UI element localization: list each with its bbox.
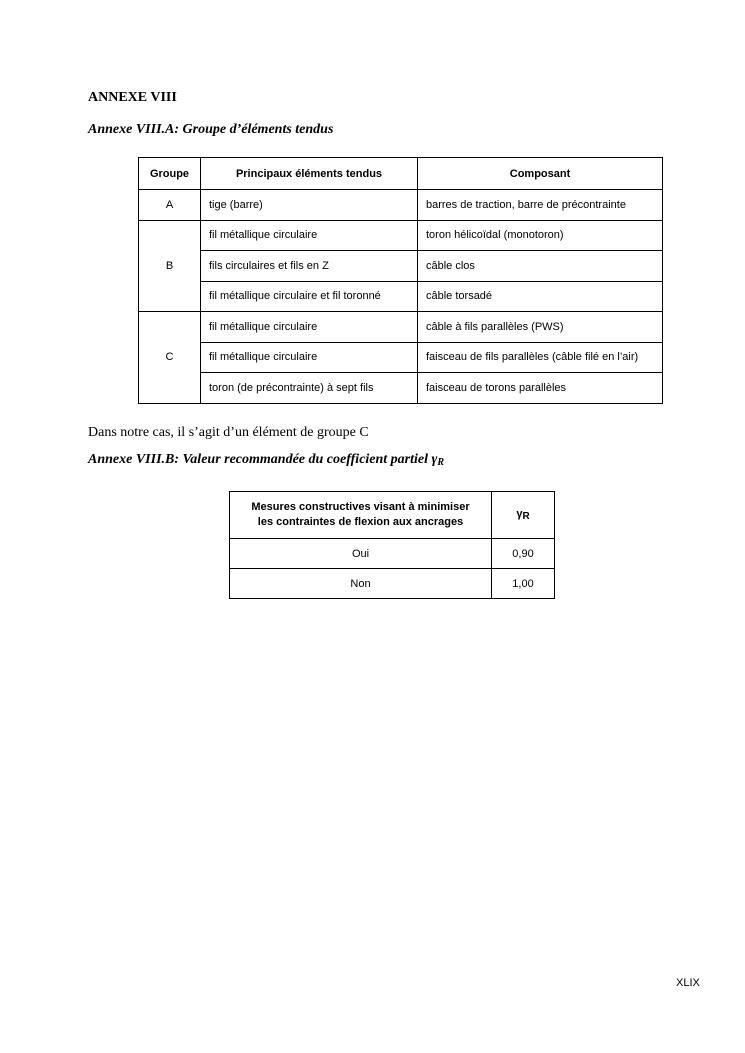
col-header-mesures: Mesures constructives visant à minimiser les contraintes de flexion aux ancrages <box>230 492 492 539</box>
table-row <box>139 373 663 404</box>
table-row <box>139 342 663 373</box>
body-paragraph: Dans notre cas, il s’agit d’un élément de groupe C <box>88 425 369 440</box>
page-number: XLIX <box>676 977 700 989</box>
col-header-elements: Principaux éléments tendus <box>201 158 418 190</box>
element-cell: fil métallique circulaire <box>201 220 418 251</box>
group-label: A <box>139 190 201 221</box>
partial-coefficient-table <box>229 491 555 599</box>
element-cell: tige (barre) <box>201 190 418 221</box>
col-header-groupe: Groupe <box>139 158 201 190</box>
mesure-cell: Oui <box>230 539 492 569</box>
table-row <box>230 539 555 569</box>
section-a-title: Annexe VIII.A: Groupe d’éléments tendus <box>88 122 334 137</box>
group-label: C <box>139 312 201 404</box>
value-cell: 0,90 <box>492 539 555 569</box>
table-row <box>230 569 555 599</box>
element-cell: toron (de précontrainte) à sept fils <box>201 373 418 404</box>
composant-cell: faisceau de torons parallèles <box>418 373 663 404</box>
composant-cell: câble torsadé <box>418 281 663 312</box>
element-cell: fil métallique circulaire <box>201 312 418 343</box>
composant-cell: barres de traction, barre de précontrainte <box>418 190 663 221</box>
element-cell: fil métallique circulaire <box>201 342 418 373</box>
composant-cell: câble clos <box>418 251 663 282</box>
table-row <box>139 220 663 251</box>
col-header-gamma: $\gamma_R$ <box>492 492 555 539</box>
group-label: B <box>139 220 201 312</box>
mesure-cell: Non <box>230 569 492 599</box>
composant-cell: câble à fils parallèles (PWS) <box>418 312 663 343</box>
gamma-symbol: $\gamma_R$ <box>431 452 445 468</box>
composant-cell: faisceau de fils parallèles (câble filé en l’air) <box>418 342 663 373</box>
element-cell: fil métallique circulaire et fil toronné <box>201 281 418 312</box>
table-row <box>139 312 663 343</box>
section-b-title-text: Annexe VIII.B: Valeur recommandée du coefficient partiel <box>88 452 429 467</box>
col-header-composant: Composant <box>418 158 663 190</box>
table-row <box>139 281 663 312</box>
element-cell: fils circulaires et fils en Z <box>201 251 418 282</box>
section-b-title <box>88 452 444 468</box>
tension-elements-table <box>138 157 663 404</box>
composant-cell: toron hélicoïdal (monotoron) <box>418 220 663 251</box>
page-title: ANNEXE VIII <box>88 90 177 105</box>
value-cell: 1,00 <box>492 569 555 599</box>
table-row <box>139 190 663 221</box>
table-row <box>139 251 663 282</box>
